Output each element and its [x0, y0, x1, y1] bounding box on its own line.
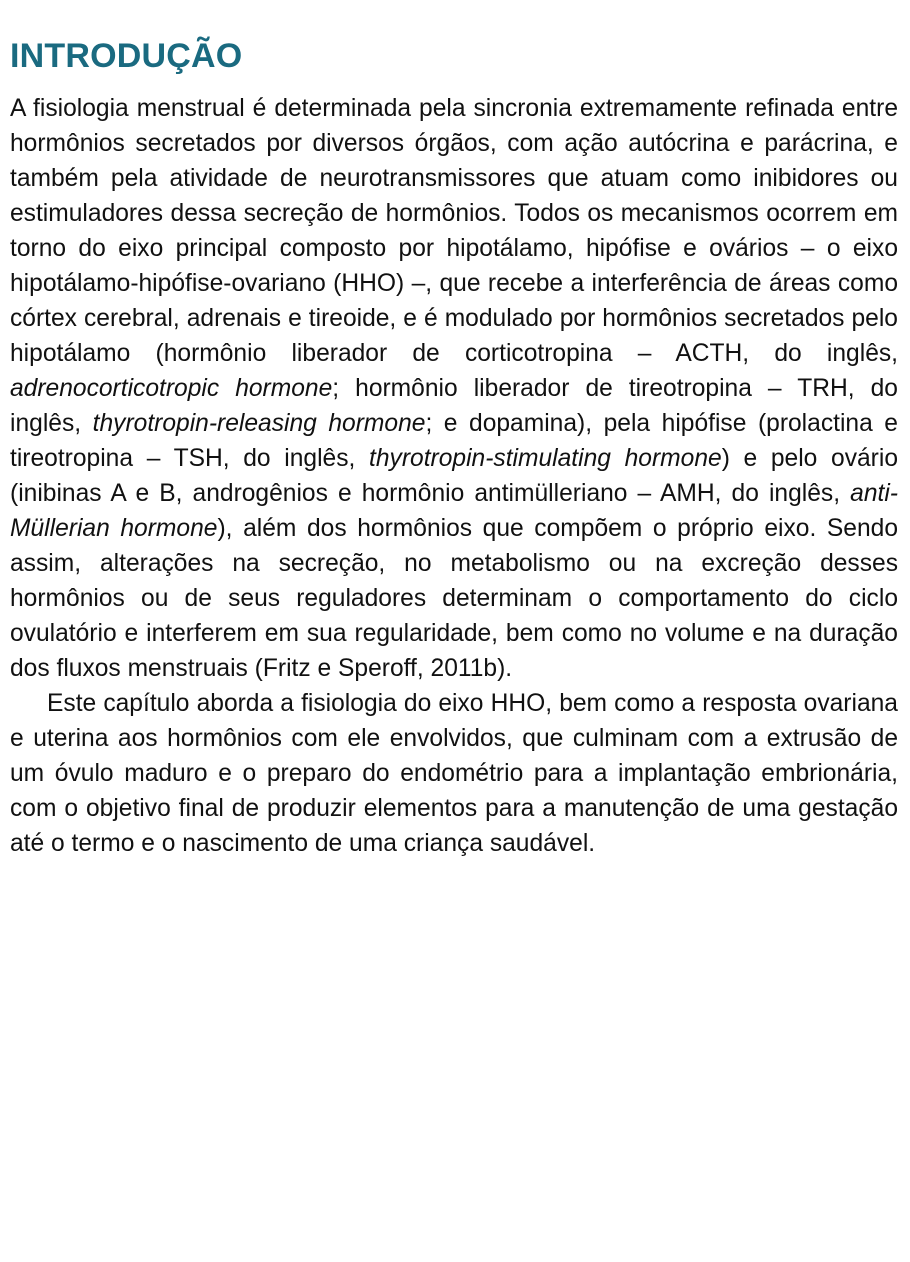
paragraph-2: Este capítulo aborda a fisiologia do eixo HHO, bem como a resposta ovariana e uterina aos hormônios com ele envolvidos, que culminam com a extrusão de um óvulo maduro e o preparo do endométrio para a implantação embrionária, com o objetivo final de produzir elementos para a manutenção de uma gestação até o termo e o nascimento de uma criança saudável.: [10, 690, 898, 857]
paragraph-1-text: A fisiologia menstrual é determinada pela sincronia extremamente refinada entre hormônios secretados por diversos órgãos, com ação autócrina e parácrina, e também pela atividade de neurotransmissores que atuam como inibidores ou estimuladores dessa secreção de hormônios. Todos os mecanismos ocorrem em torno do eixo principal composto por hipotálamo, hipófise e ovários – o eixo hipotálamo-hipófise-ovariano (HHO) –, que recebe a interferência de áreas como córtex cerebral, adrenais e tireoide, e é modulado por hormônios secretados pelo hipotálamo (hormônio liberador de corticotropina – ACTH, do inglês,: [10, 95, 898, 367]
paragraph-1-text: ; hormônio liberador de tireotropina – TRH, do inglês,: [10, 375, 898, 437]
section-heading: INTRODUÇÃO: [10, 37, 243, 75]
document-page: [10, 36, 898, 861]
paragraph-1-text: ; e dopamina), pela hipófise (prolactina e tireotropina – TSH, do inglês,: [10, 410, 898, 472]
term-thyrotropin-stimulating-hormone: thyrotropin-stimulating hormone: [369, 445, 722, 472]
paragraph-1: [10, 91, 898, 686]
term-thyrotropin-releasing-hormone: thyrotropin-releasing hormone: [92, 410, 426, 437]
paragraph-1-text: ) e pelo ovário (inibinas A e B, androgênios e hormônio antimülleriano – AMH, do inglês,: [10, 445, 898, 507]
paragraph-1-text: ), além dos hormônios que compõem o próprio eixo. Sendo assim, alterações na secreção, no metabolismo ou na excreção desses hormônios ou de seus reguladores determinam o comportamento do ciclo ovulatório e interferem em sua regularidade, bem como no volume e na duração dos fluxos menstruais (Fritz e Speroff, 2011b).: [10, 515, 898, 682]
term-adrenocorticotropic-hormone: adrenocorticotropic hormone: [10, 375, 333, 402]
term-anti-mullerian-hormone: anti-Müllerian hormone: [10, 480, 898, 542]
